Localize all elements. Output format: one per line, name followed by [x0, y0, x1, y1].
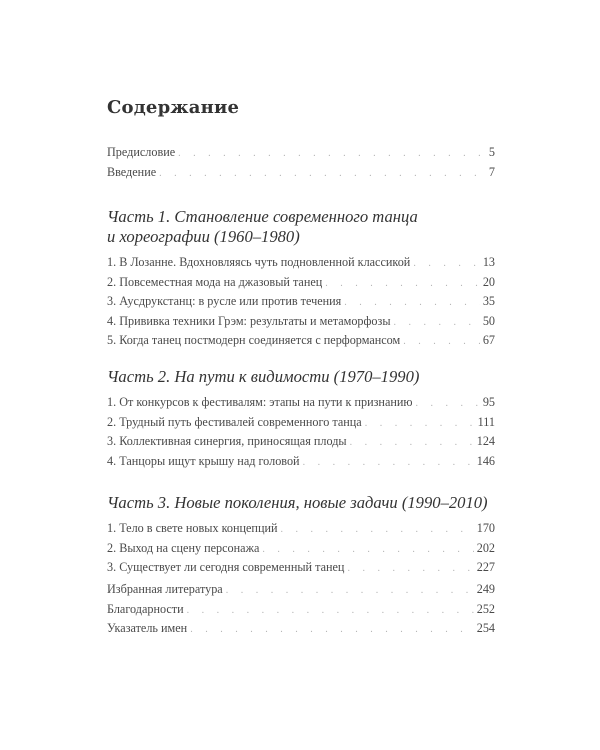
part-title-line: и хореографии (1960–1980)	[107, 227, 300, 246]
dot-leader	[365, 414, 475, 434]
part-title	[107, 493, 495, 513]
entry-page: 35	[482, 294, 495, 308]
part-2	[107, 367, 495, 471]
dot-leader	[303, 453, 474, 473]
entry-page: 95	[482, 395, 495, 409]
entry-page: 13	[482, 255, 495, 269]
entry-label: 3. Существует ли сегодня современный танец	[107, 560, 345, 574]
entry-label: 3. Коллективная синергия, приносящая плоды	[107, 434, 347, 448]
entry-label: 2. Трудный путь фестивалей современного танца	[107, 414, 362, 429]
toc-entry	[107, 600, 495, 620]
entry-page: 5	[488, 145, 495, 159]
toc-entry	[107, 558, 495, 578]
dot-leader	[344, 293, 480, 313]
dot-leader	[178, 144, 486, 164]
toc-entry	[107, 292, 495, 312]
entry-page: 50	[482, 313, 495, 328]
toc-entry	[107, 452, 495, 472]
entry-label: 2. Выход на сцену персонажа	[107, 540, 260, 555]
dot-leader	[159, 164, 486, 184]
toc-entry	[107, 432, 495, 452]
entry-page: 111	[477, 414, 495, 429]
toc-entry	[107, 413, 495, 433]
entry-label: 1. От конкурсов к фестивалям: этапы на пути к признанию	[107, 395, 413, 409]
toc-entry	[107, 619, 495, 639]
entry-label: Предисловие	[107, 145, 176, 159]
entry-label: 4. Танцоры ищут крышу над головой	[107, 453, 300, 468]
entry-page: 20	[482, 274, 495, 289]
entry-label: 1. В Лозанне. Вдохновляясь чуть подновленной классикой	[107, 255, 411, 269]
entry-page: 67	[482, 333, 495, 347]
entry-page: 227	[476, 560, 495, 574]
part-3	[107, 493, 495, 578]
dot-leader	[187, 601, 474, 621]
entry-label: Указатель имен	[107, 621, 188, 635]
toc-entry	[107, 331, 495, 351]
front-matter	[107, 143, 495, 182]
toc-entry	[107, 273, 495, 293]
dot-leader	[403, 332, 480, 352]
page-title: Содержание	[107, 97, 240, 118]
toc-entry	[107, 539, 495, 559]
toc-entry	[107, 519, 495, 539]
entry-page: 146	[476, 453, 495, 468]
dot-leader	[413, 254, 479, 274]
toc-entry	[107, 312, 495, 332]
part-1	[107, 207, 495, 351]
dot-leader	[394, 313, 480, 333]
dot-leader	[325, 274, 480, 294]
dot-leader	[416, 394, 480, 414]
dot-leader	[226, 581, 474, 601]
back-matter	[107, 580, 495, 639]
entry-label: 2. Повсеместная мода на джазовый танец	[107, 274, 323, 289]
entry-label: 1. Тело в свете новых концепций	[107, 521, 278, 535]
entry-page: 124	[476, 434, 495, 448]
toc-entry	[107, 143, 495, 163]
entry-page: 7	[488, 164, 495, 179]
part-title-line: Часть 1. Становление современного танца	[107, 207, 418, 226]
entry-page: 254	[476, 621, 495, 635]
entry-label: 3. Аусдрукстанц: в русле или против течения	[107, 294, 342, 308]
entry-label: 4. Прививка техники Грэм: результаты и метаморфозы	[107, 313, 391, 328]
toc-entry	[107, 580, 495, 600]
entry-label: Введение	[107, 164, 157, 179]
dot-leader	[262, 540, 473, 560]
part-title	[107, 207, 495, 247]
entry-label: 5. Когда танец постмодерн соединяется с перформансом	[107, 333, 401, 347]
toc-entry	[107, 253, 495, 273]
part-title-line: Часть 3. Новые поколения, новые задачи (1990–2010)	[107, 493, 488, 512]
entry-page: 202	[476, 540, 495, 555]
part-title	[107, 367, 495, 387]
entry-label: Избранная литература	[107, 582, 223, 596]
toc-entry	[107, 393, 495, 413]
part-title-line: Часть 2. На пути к видимости (1970–1990)	[107, 367, 420, 386]
dot-leader	[350, 433, 474, 453]
entry-page: 252	[476, 601, 495, 616]
entry-page: 170	[476, 521, 495, 535]
toc-entry	[107, 163, 495, 183]
entry-label: Благодарности	[107, 601, 184, 616]
entry-page: 249	[476, 582, 495, 596]
dot-leader	[190, 620, 474, 640]
dot-leader	[347, 559, 473, 579]
dot-leader	[281, 520, 474, 540]
